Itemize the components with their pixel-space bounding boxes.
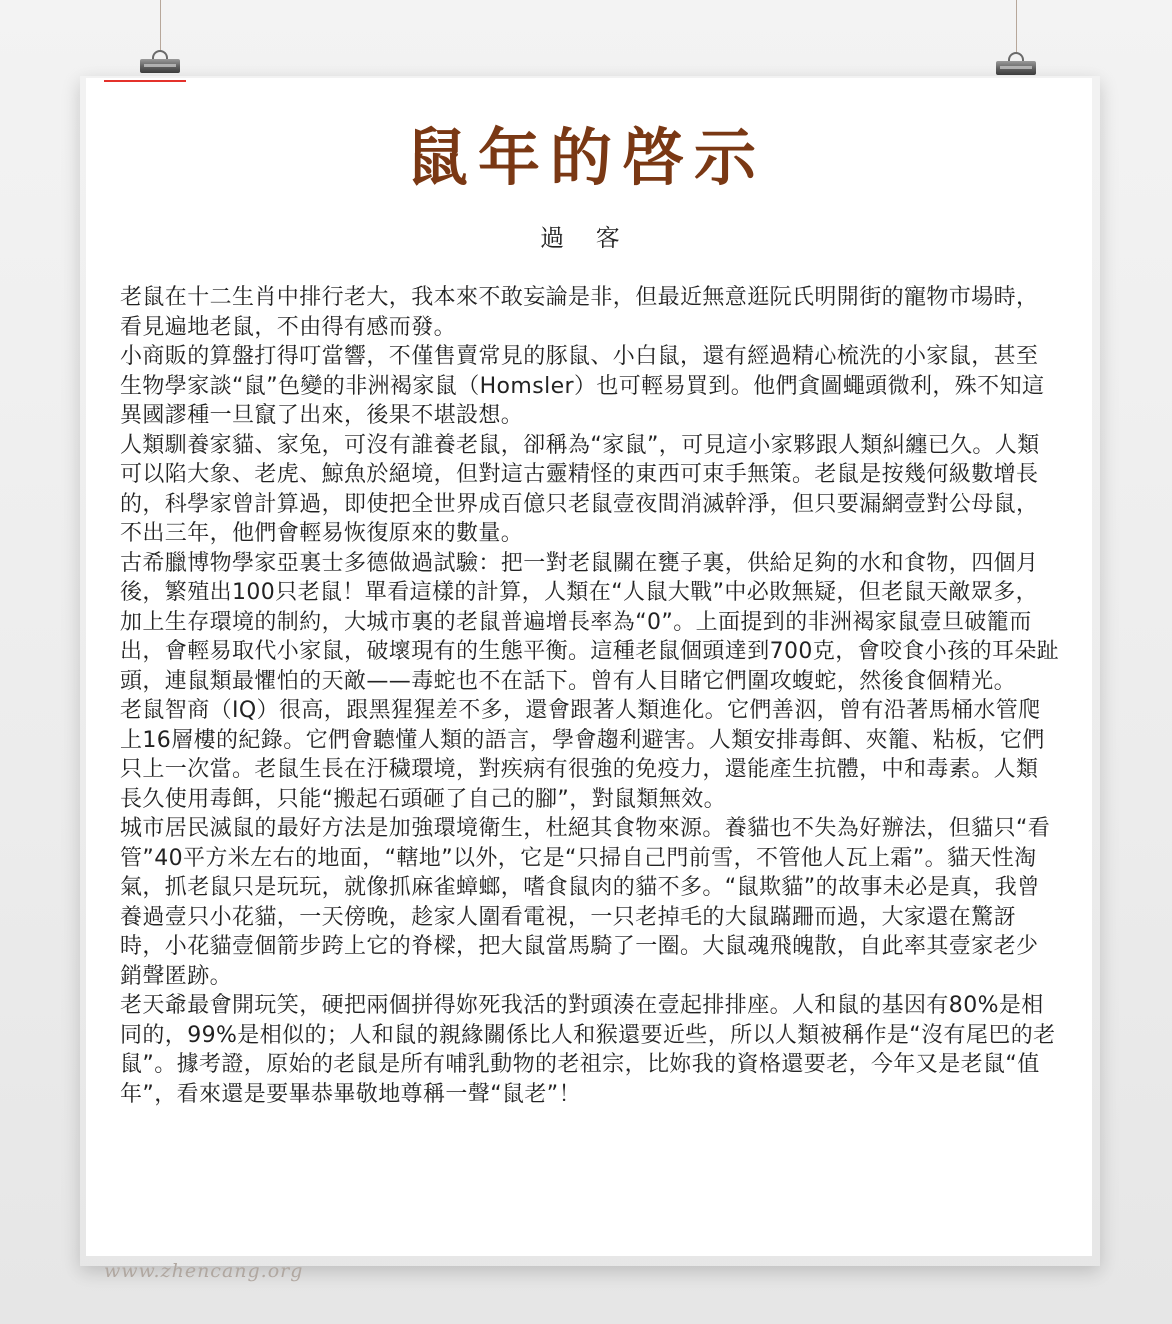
article-author: 過 客 [540,224,632,252]
paragraph-6: 城市居民滅鼠的最好方法是加強環境衛生，杜絕其食物來源。養貓也不失為好辦法，但貓只“看管”40平方米左右的地面，“轄地”以外，它是“只掃自己門前雪，不管他人瓦上霜”。貓天性淘氣，抓老鼠只是玩玩，就像抓麻雀蟑螂，嗜食鼠肉的貓不多。“鼠欺貓”的故事未必是真，我曾養過壹只小花貓，一天傍晚，趁家人圍看電視，一只老掉毛的大鼠蹣跚而過，大家還在驚訝時，小花貓壹個箭步跨上它的脊樑，把大鼠當馬騎了一圈。大鼠魂飛魄散，自此率其壹家老少銷聲匿跡。 [120,816,1051,989]
paragraph-1: 老鼠在十二生肖中排行老大，我本來不敢妄論是非，但最近無意逛阮氏明開街的寵物市場時，看見遍地老鼠，不由得有感而發。 [120,285,1039,340]
paragraph-4: 古希臘博物學家亞裏士多德做過試驗：把一對老鼠關在甕子裏，供給足夠的水和食物，四個月後，繁殖出100只老鼠！單看這樣的計算，人類在“人鼠大戰”中必敗無疑，但老鼠天敵眾多，加上生存環境的制約，大城市裏的老鼠普遍增長率為“0”。上面提到的非洲褐家鼠壹旦破籠而出，會輕易取代小家鼠，破壞現有的生態平衡。這種老鼠個頭達到700克，會咬食小孩的耳朵趾頭，連鼠類最懼怕的天敵——毒蛇也不在話下。曾有人目睹它們圍攻蝮蛇，然後食個精光。 [120,550,1060,694]
site-watermark: www.zhencang.org [104,1260,304,1282]
article-title: 鼠年的啓示 [405,121,766,194]
paragraph-3: 人類馴養家貓、家兔，可沒有誰養老鼠，卻稱為“家鼠”，可見這小家夥跟人類糾纏已久。人類可以陷大象、老虎、鯨魚於絕境，但對這古靈精怪的東西可束手無策。老鼠是按幾何級數增長的，科學家曾計算過，即使把全世界成百億只老鼠壹夜間消滅幹淨，但只要漏網壹對公母鼠，不出三年，他們會輕易恢復原來的數量。 [120,432,1040,546]
hanging-string-right [1016,0,1017,54]
binder-clip-right [996,52,1036,78]
red-tape-mark [104,80,186,82]
paragraph-7: 老天爺最會開玩笑，硬把兩個拼得妳死我活的對頭湊在壹起排排座。人和鼠的基因有80%是相同的，99%是相似的；人和鼠的親緣關係比人和猴還要近些，所以人類被稱作是“沒有尾巴的老鼠”。據考證，原始的老鼠是所有哺乳動物的老祖宗，比妳我的資格還要老，今年又是老鼠“值年”，看來還是要畢恭畢敬地尊稱一聲“鼠老”！ [120,993,1056,1107]
article-body [120,283,1060,1109]
paragraph-2: 小商販的算盤打得叮當響，不僅售賣常見的豚鼠、小白鼠，還有經過精心梳洗的小家鼠，甚至生物學家談“鼠”色變的非洲褐家鼠（Homsler）也可輕易買到。他們貪圖蠅頭微利，殊不知這異國謬種一旦竄了出來，後果不堪設想。 [120,344,1045,428]
hanging-string-left [160,0,161,52]
paragraph-5: 老鼠智商（IQ）很高，跟黑猩猩差不多，還會跟著人類進化。它們善泅，曾有沿著馬桶水管爬上16層樓的紀錄。它們會聽懂人類的語言，學會趨利避害。人類安排毒餌、夾籠、粘板，它們只上一次當。老鼠生長在汙穢環境，對疾病有很強的免疫力，還能產生抗體，中和毒素。人類長久使用毒餌，只能“搬起石頭砸了自己的腳”，對鼠類無效。 [120,698,1045,812]
binder-clip-left [140,50,180,76]
